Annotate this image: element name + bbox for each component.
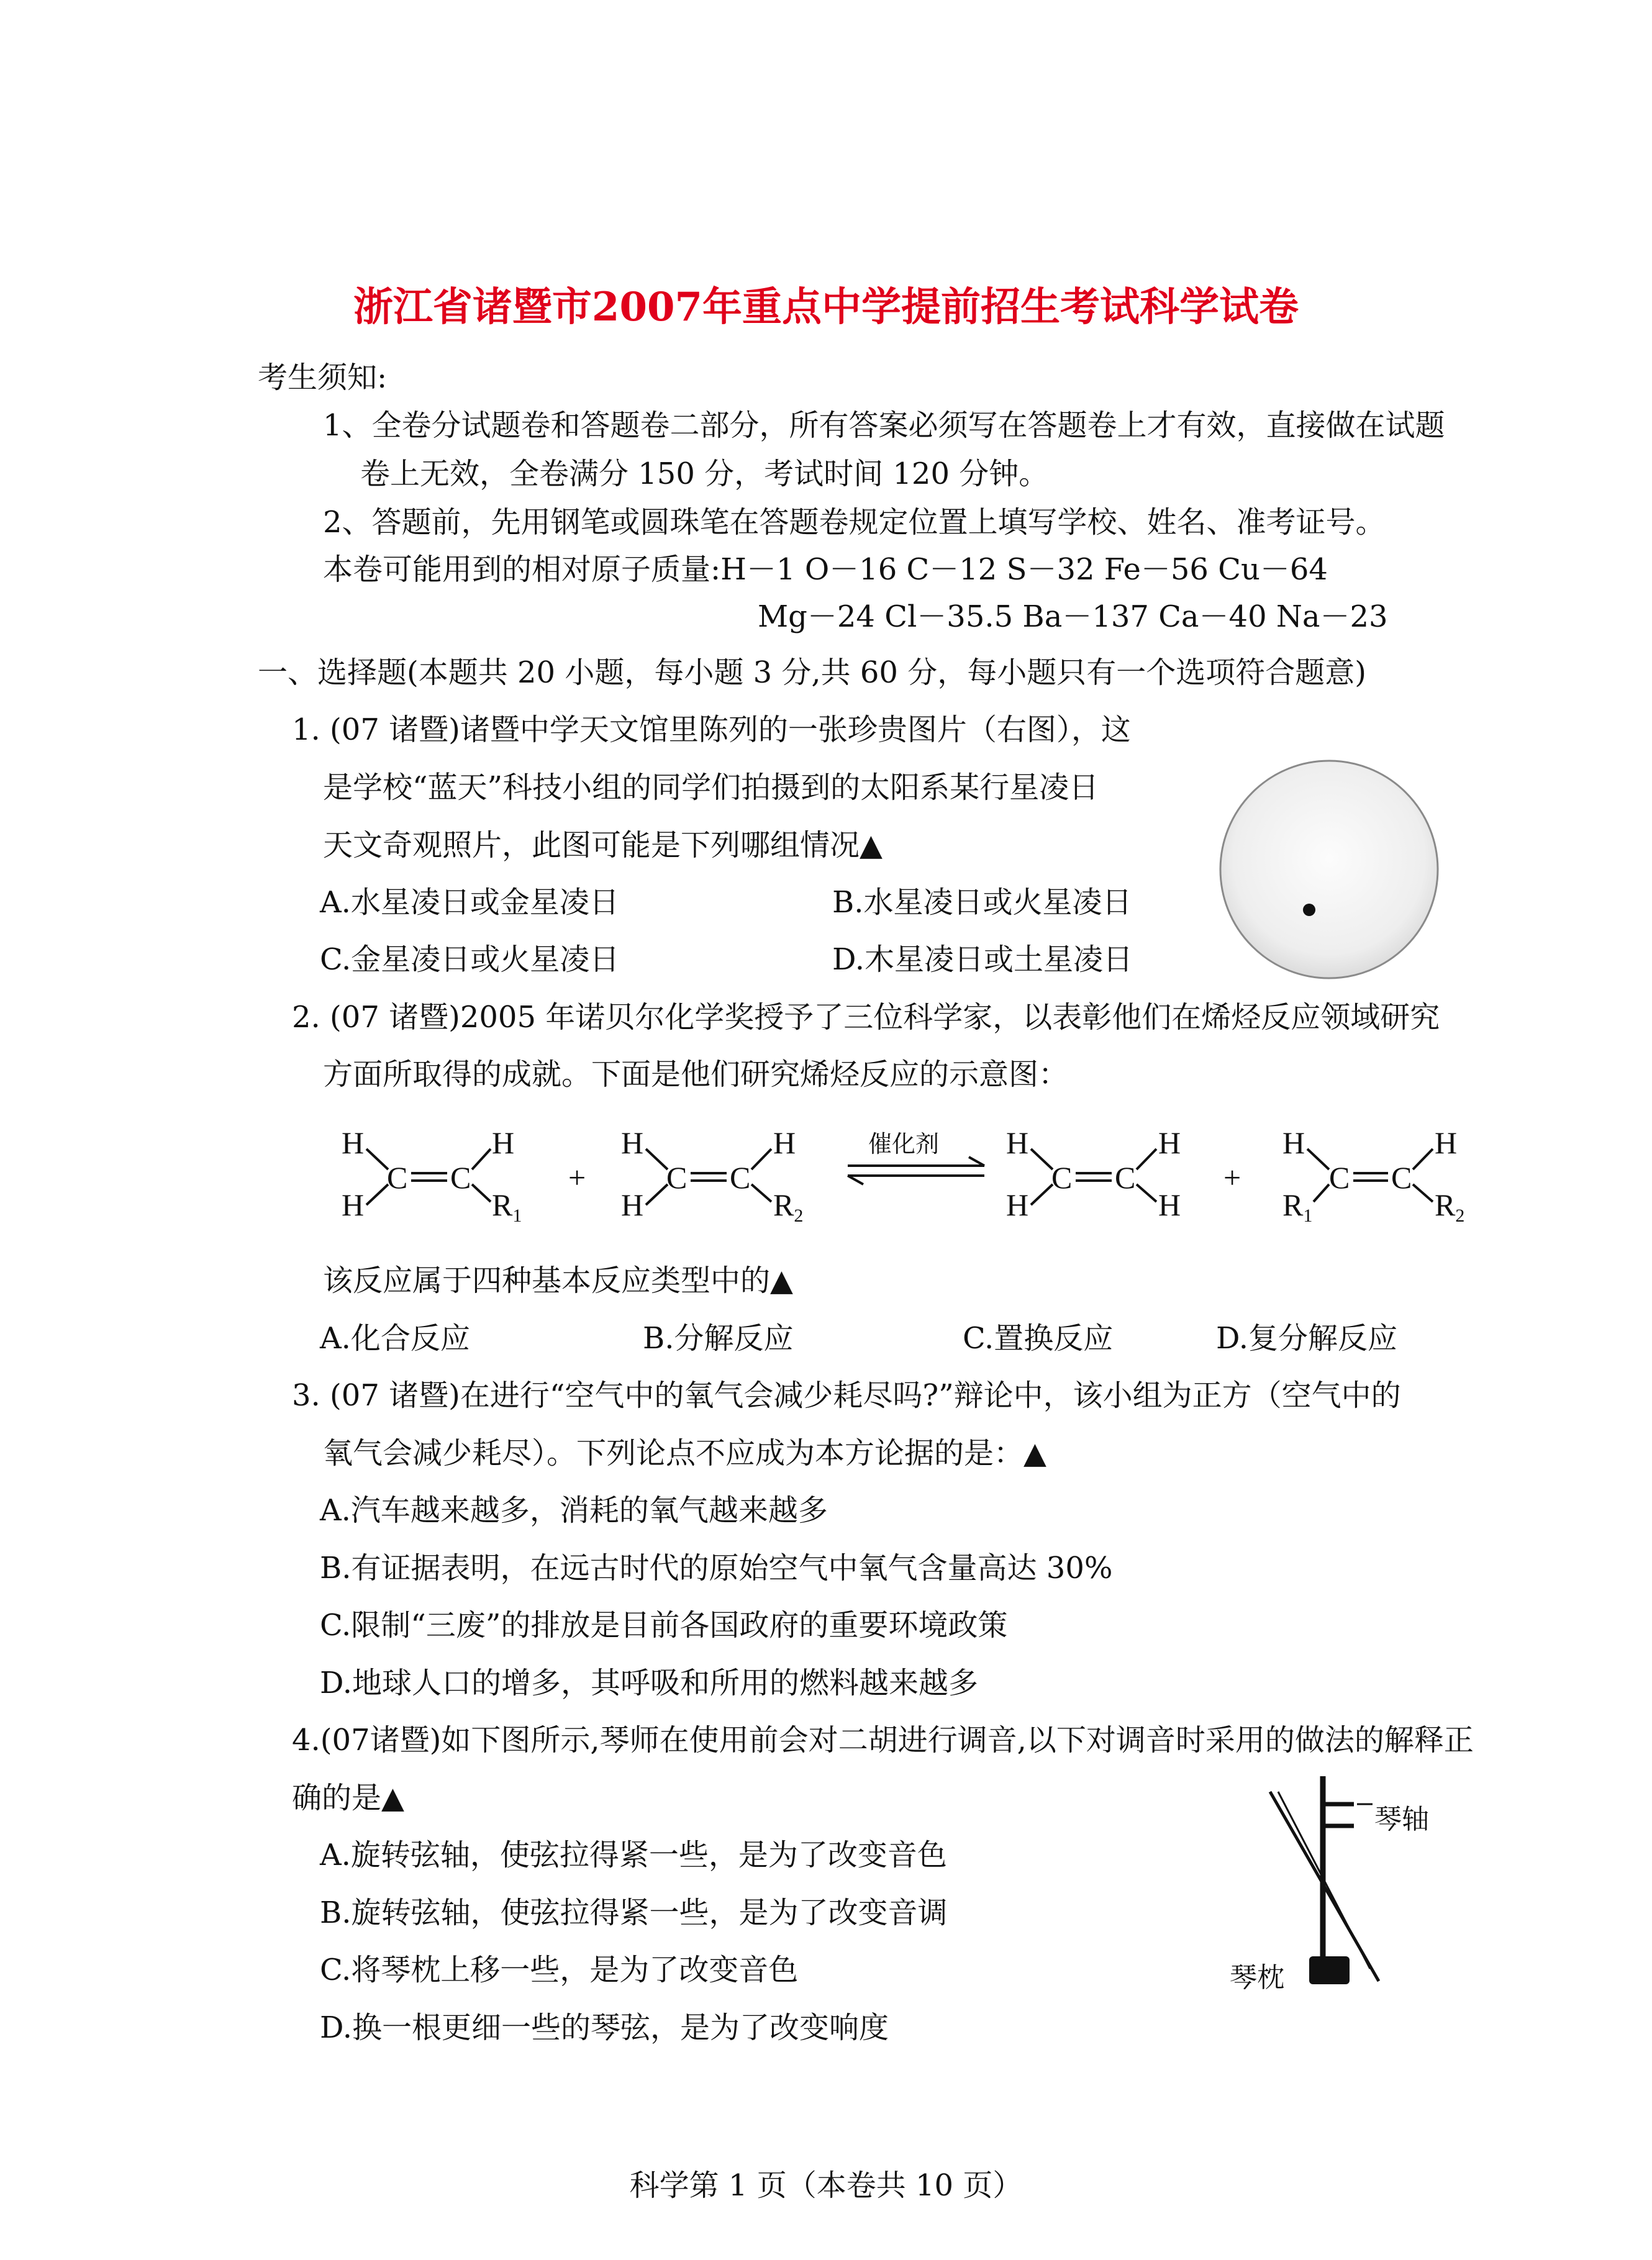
notice-item-1-cont: 卷上无效，全卷满分 150 分，考试时间 120 分钟。	[360, 456, 1049, 491]
resonator-body	[1309, 1956, 1350, 1984]
q4-option-d: D.换一根更细一些的琴弦，是为了改变响度	[320, 2010, 889, 2045]
svg-text:R2	[1435, 1187, 1464, 1226]
r-subscript: 2	[794, 1205, 804, 1226]
atom-c: C	[450, 1160, 471, 1195]
q1-option-b: B.水星凌日或火星凌日	[832, 885, 1132, 920]
q4-line-1: 4.(07诸暨)如下图所示,琴师在使用前会对二胡进行调音,以下对调音时采用的做法的解释正	[292, 1723, 1474, 1758]
q2-option-d: D.复分解反应	[1216, 1321, 1398, 1356]
plus-sign: +	[568, 1160, 586, 1195]
notice-item-2: 2、答题前，先用钢笔或圆珠笔在答题卷规定位置上填写学校、姓名、准考证号。	[323, 505, 1386, 540]
q3-option-a: A.汽车越来越多，消耗的氧气越来越多	[320, 1493, 828, 1528]
r-subscript: 1	[512, 1205, 522, 1226]
section-heading: 一、选择题(本题共 20 小题，每小题 3 分,共 60 分，每小题只有一个选项符合题意)	[258, 655, 1366, 690]
atom-r: R	[773, 1187, 794, 1222]
atom-h: H	[1282, 1125, 1305, 1160]
atom-h: H	[1158, 1187, 1181, 1222]
atom-h: H	[1435, 1125, 1458, 1160]
q1-line-1: 1. (07 诸暨)诸暨中学天文馆里陈列的一张珍贵图片（右图），这	[292, 712, 1131, 747]
atom-h: H	[342, 1187, 365, 1222]
r-subscript: 1	[1303, 1205, 1313, 1226]
page-footer: 科学第 1 页（本卷共 10 页）	[629, 2168, 1023, 2203]
q1-line-2: 是学校“蓝天”科技小组的同学们拍摄到的太阳系某行星凌日	[323, 770, 1099, 805]
atomic-mass-line-1: 本卷可能用到的相对原子质量:H－1 O－16 C－12 S－32 Fe－56 Cu－64	[323, 552, 1328, 587]
atom-c: C	[730, 1160, 751, 1195]
q4-option-a: A.旋转弦轴，使弦拉得紧一些，是为了改变音色	[320, 1838, 947, 1872]
erhu-peg-label: 琴轴	[1374, 1804, 1429, 1835]
q2-line-2: 方面所取得的成就。下面是他们研究烯烃反应的示意图：	[323, 1057, 1069, 1092]
q4-option-c: C.将琴枕上移一些，是为了改变音色	[320, 1953, 799, 1987]
plus-sign: +	[1223, 1160, 1241, 1195]
page-title: 浙江省诸暨市2007年重点中学提前招生考试科学试卷	[353, 284, 1299, 330]
planet-transit-image	[1205, 755, 1453, 984]
q2-option-a: A.化合反应	[320, 1321, 470, 1356]
atom-h: H	[1006, 1125, 1029, 1160]
atom-r: R	[492, 1187, 513, 1222]
q3-option-b: B.有证据表明，在远古时代的原始空气中氧气含量高达 30%	[320, 1551, 1113, 1586]
q3-option-c: C.限制“三废”的排放是目前各国政府的重要环境政策	[320, 1608, 1008, 1643]
atom-c: C	[1115, 1160, 1136, 1195]
q1-option-d: D.木星凌日或土星凌日	[832, 942, 1133, 977]
notice-heading: 考生须知:	[258, 360, 388, 395]
svg-text:R1	[492, 1187, 522, 1226]
erhu-bridge-label: 琴枕	[1230, 1962, 1284, 1994]
q4-option-b: B.旋转弦轴，使弦拉得紧一些，是为了改变音调	[320, 1895, 948, 1930]
q4-line-2: 确的是▲	[292, 1781, 404, 1815]
atom-c: C	[1329, 1160, 1350, 1195]
catalyst-label: 催化剂	[868, 1130, 940, 1158]
atom-h: H	[621, 1125, 644, 1160]
atom-h: H	[621, 1187, 644, 1222]
atom-c: C	[666, 1160, 688, 1195]
atom-r: R	[1435, 1187, 1456, 1222]
q2-line-1: 2. (07 诸暨)2005 年诺贝尔化学奖授予了三位科学家，以表彰他们在烯烃反应领域研究	[292, 1000, 1440, 1035]
product-2	[1282, 1125, 1464, 1226]
svg-text:R2	[773, 1187, 803, 1226]
svg-text:R1	[1282, 1187, 1312, 1226]
olefin-metathesis-equation	[323, 1115, 1540, 1245]
q1-option-a: A.水星凌日或金星凌日	[320, 885, 619, 920]
atom-c: C	[1391, 1160, 1412, 1195]
q3-line-1: 3. (07 诸暨)在进行“空气中的氧气会减少耗尽吗?”辩论中，该小组为正方（空气中的	[292, 1378, 1401, 1413]
atom-h: H	[1006, 1187, 1029, 1222]
sun-disk	[1220, 761, 1438, 978]
q1-line-3: 天文奇观照片，此图可能是下列哪组情况▲	[323, 828, 883, 863]
atom-r: R	[1282, 1187, 1304, 1222]
q2-line-3: 该反应属于四种基本反应类型中的▲	[323, 1263, 793, 1298]
molecule-1	[342, 1125, 522, 1226]
atom-h: H	[1158, 1125, 1181, 1160]
q3-line-2: 氧气会减少耗尽）。下列论点不应成为本方论据的是：▲	[323, 1436, 1046, 1471]
molecule-2	[621, 1125, 803, 1226]
q2-option-b: B.分解反应	[643, 1321, 794, 1356]
atom-h: H	[342, 1125, 365, 1160]
notice-item-1: 1、全卷分试题卷和答题卷二部分，所有答案必须写在答题卷上才有效，直接做在试题	[323, 408, 1445, 443]
atom-c: C	[387, 1160, 408, 1195]
q2-option-c: C.置换反应	[963, 1321, 1114, 1356]
atomic-mass-line-2: Mg－24 Cl－35.5 Ba－137 Ca－40 Na－23	[758, 599, 1388, 634]
q3-option-d: D.地球人口的增多，其呼吸和所用的燃料越来越多	[320, 1666, 979, 1700]
r-subscript: 2	[1455, 1205, 1465, 1226]
atom-h: H	[492, 1125, 515, 1160]
planet-dot	[1303, 904, 1315, 916]
q1-option-c: C.金星凌日或火星凌日	[320, 942, 620, 977]
atom-c: C	[1051, 1160, 1073, 1195]
atom-h: H	[773, 1125, 796, 1160]
